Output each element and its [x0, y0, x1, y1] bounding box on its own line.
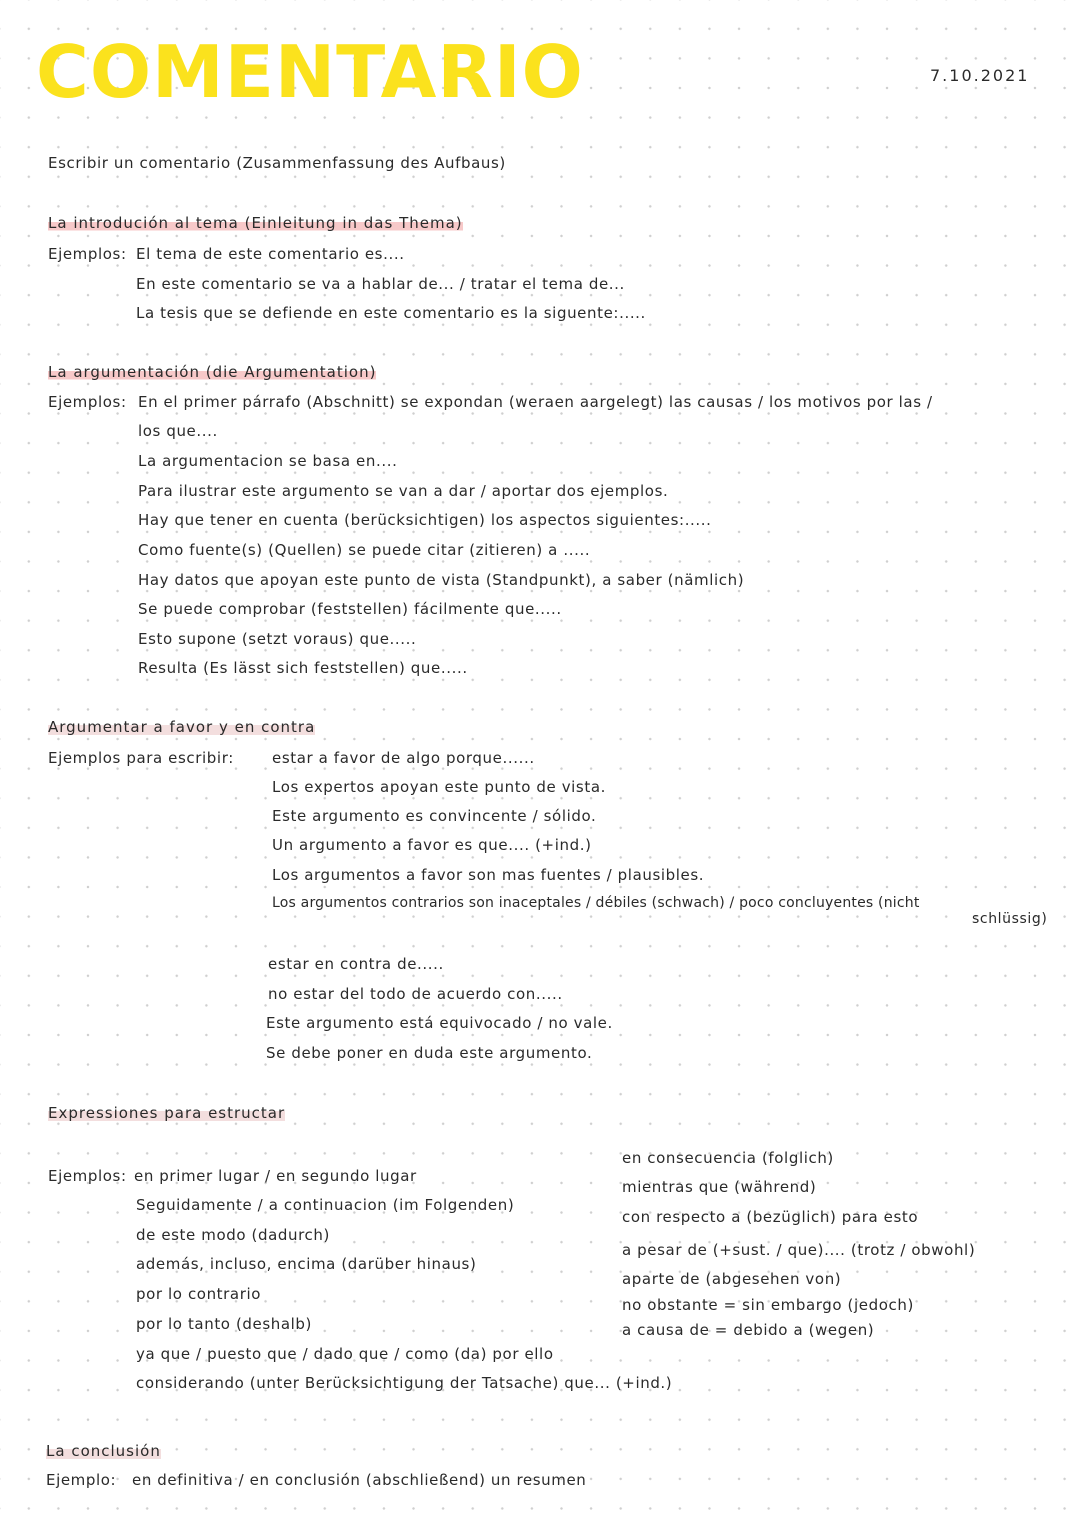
- list-item: Este argumento es convincente / sólido.: [272, 807, 597, 825]
- list-item: Un argumento a favor es que.... (+ind.): [272, 836, 592, 854]
- list-item: en consecuencia (folglich): [622, 1149, 834, 1167]
- section-introduction: [48, 214, 463, 232]
- section-heading: La introdución al tema (Einleitung in das Thema): [48, 214, 463, 232]
- list-item: no obstante = sin embargo (jedoch): [622, 1296, 914, 1314]
- list-item: La tesis que se defiende en este comentario es la siguente:.....: [136, 304, 646, 322]
- list-item: por lo contrario: [136, 1285, 262, 1303]
- examples-label: Ejemplos:: [48, 245, 127, 263]
- examples-label: Ejemplos para escribir:: [48, 749, 234, 767]
- list-item: a pesar de (+sust. / que).... (trotz / obwohl): [622, 1241, 976, 1259]
- list-item: Para ilustrar este argumento se van a dar / aportar dos ejemplos.: [138, 482, 669, 500]
- list-item: además, incluso, encima (darüber hinaus): [136, 1255, 477, 1273]
- list-item: Este argumento está equivocado / no vale.: [266, 1014, 613, 1032]
- section-expressions: [48, 1104, 285, 1122]
- list-item-continued: schlüssig): [972, 911, 1048, 927]
- list-item: Seguidamente / a continuacion (im Folgenden): [136, 1196, 515, 1214]
- list-item: En este comentario se va a hablar de... / tratar el tema de...: [136, 275, 625, 293]
- list-item: Los expertos apoyan este punto de vista.: [272, 778, 606, 796]
- date: 7.10.2021: [930, 66, 1030, 85]
- list-item: ya que / puesto que / dado que / como (da) por ello: [136, 1345, 554, 1363]
- section-heading: Argumentar a favor y en contra: [48, 718, 316, 736]
- list-item: Los argumentos a favor son mas fuentes / plausibles.: [272, 866, 705, 884]
- section-heading: La conclusión: [46, 1442, 161, 1460]
- list-item: no estar del todo de acuerdo con.....: [268, 985, 563, 1003]
- list-item: Se debe poner en duda este argumento.: [266, 1044, 593, 1062]
- list-item: en primer lugar / en segundo lugar: [134, 1167, 417, 1185]
- examples-label: Ejemplos:: [48, 1167, 127, 1185]
- list-item: Hay datos que apoyan este punto de vista (Standpunkt), a saber (nämlich): [138, 571, 745, 589]
- examples-label: Ejemplos:: [48, 393, 127, 411]
- list-item: con respecto a (bezüglich) para esto: [622, 1208, 919, 1226]
- list-item: El tema de este comentario es....: [136, 245, 405, 263]
- section-conclusion: [46, 1442, 161, 1460]
- list-item: estar a favor de algo porque......: [272, 749, 535, 767]
- list-item: Esto supone (setzt voraus) que.....: [138, 630, 417, 648]
- section-argumentation: [48, 363, 376, 381]
- list-item: Hay que tener en cuenta (berücksichtigen) los aspectos siguientes:.....: [138, 511, 712, 529]
- list-item: Como fuente(s) (Quellen) se puede citar (zitieren) a .....: [138, 541, 591, 559]
- intro-line: Escribir un comentario (Zusammenfassung des Aufbaus): [48, 154, 506, 172]
- list-item: por lo tanto (deshalb): [136, 1315, 313, 1333]
- page-title: COMENTARIO: [36, 30, 584, 114]
- list-item: estar en contra de.....: [268, 955, 444, 973]
- list-item: La argumentacion se basa en....: [138, 452, 398, 470]
- section-heading: Expressiones para estructar: [48, 1104, 286, 1122]
- list-item: Los argumentos contrarios son inaceptales / débiles (schwach) / poco concluyentes (nicht: [272, 895, 920, 911]
- list-item: En el primer párrafo (Abschnitt) se expondan (weraen aargelegt) las causas / los motivos por las /: [138, 393, 933, 411]
- list-item: Resulta (Es lässt sich feststellen) que.....: [138, 659, 468, 677]
- list-item: de este modo (dadurch): [136, 1226, 330, 1244]
- section-heading: La argumentación (die Argumentation): [48, 363, 377, 381]
- list-item: a causa de = debido a (wegen): [622, 1321, 875, 1339]
- list-item: los que....: [138, 422, 218, 440]
- list-item: aparte de (abgesehen von): [622, 1270, 842, 1288]
- list-item: en definitiva / en conclusión (abschließend) un resumen: [132, 1471, 587, 1489]
- list-item: Se puede comprobar (feststellen) fácilmente que.....: [138, 600, 562, 618]
- list-item: considerando (unter Berücksichtigung der Tatsache) que... (+ind.): [136, 1374, 673, 1392]
- examples-label: Ejemplo:: [46, 1471, 117, 1489]
- list-item: mientras que (während): [622, 1178, 817, 1196]
- section-for-against: [48, 718, 315, 736]
